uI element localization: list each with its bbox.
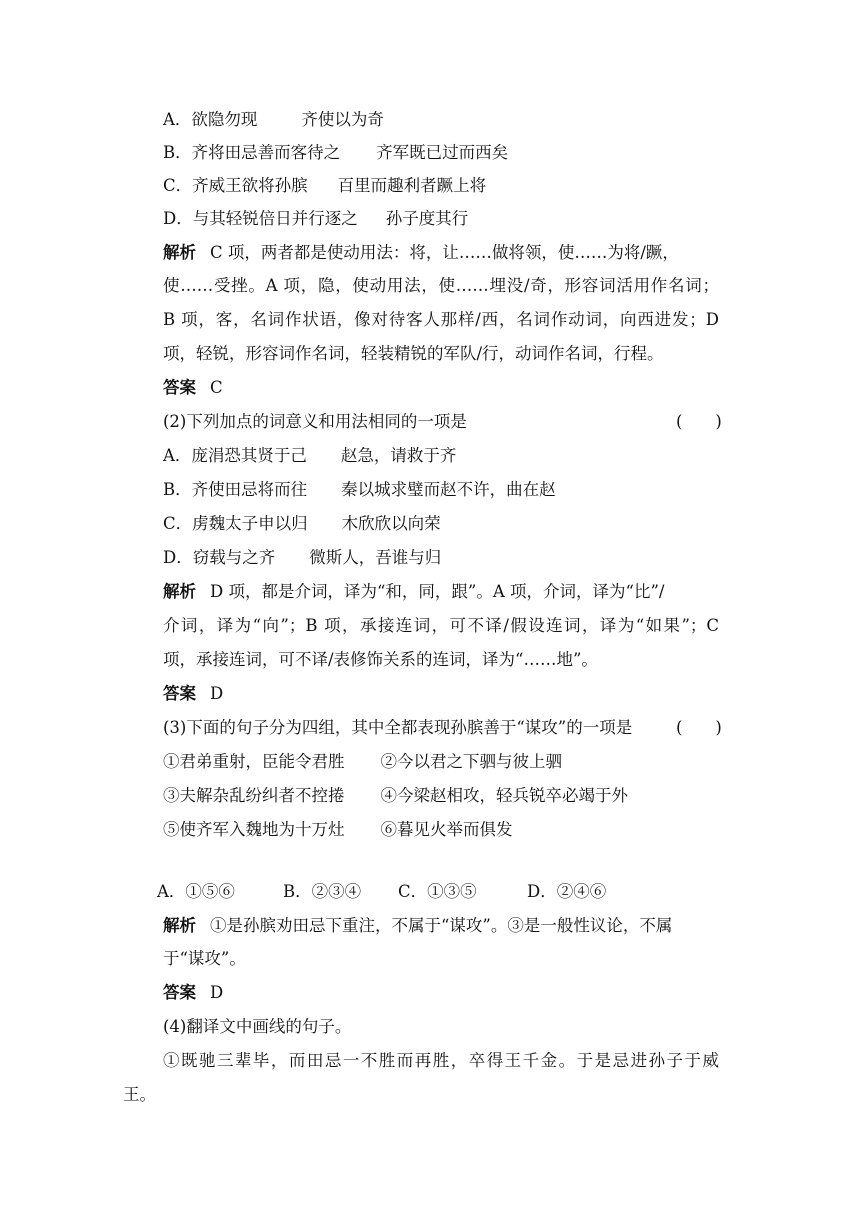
q3-choice-b: B．②③④: [283, 882, 362, 901]
q2-answer-label: 答案: [163, 684, 196, 703]
q3-analysis-line-1: [163, 912, 672, 936]
q3-choice-a: A．①⑤⑥: [157, 882, 235, 901]
q4-sentence-line-1: ①既驰三辈毕，而田忌一不胜而再胜，卒得王千金。于是忌进孙子于威: [163, 1051, 719, 1070]
q2-analysis-label: 解析: [163, 582, 196, 601]
q2-option-d-right: 微斯人，吾谁与归: [309, 548, 442, 567]
q2-option-b: [163, 476, 556, 500]
q2-option-a-right: 赵急，请救于齐: [340, 446, 457, 465]
q2-option-d-left: D．窃载与之齐: [163, 548, 276, 567]
q2-analysis-line-2: 介词，译为“向”；B 项，承接连词，可不译/假设连词，译为“如果”；C: [163, 616, 719, 635]
q1-analysis-line-1: [163, 239, 679, 263]
q3-item-row-1: [163, 748, 562, 772]
q2-analysis-line-3: 项，承接连词，可不译/表修饰关系的连词，译为“……地”。: [163, 650, 598, 669]
q1-option-b: [163, 139, 508, 163]
q1-option-b-right: 齐军既已过而西矣: [376, 143, 509, 162]
q3-answer-blank: ( ): [676, 718, 722, 737]
q1-option-c-right: 百里而趣利者蹶上将: [337, 176, 487, 195]
q2-option-c-left: C．虏魏太子申以归: [163, 514, 308, 533]
q3-item-row-2: [163, 782, 628, 806]
q3-item-6: ⑥暮见火举而俱发: [380, 820, 513, 839]
q1-analysis-line-2: 使……受挫。A 项，隐，使动用法，使……埋没/奇，形容词活用作名词；: [163, 276, 719, 295]
q3-analysis-line-2: 于“谋攻”。: [163, 949, 246, 968]
q2-option-a: [163, 442, 456, 466]
q3-item-2: ②今以君之下驷与彼上驷: [380, 752, 562, 771]
q2-question: (2)下列加点的词意义和用法相同的一项是: [163, 412, 467, 431]
q3-answer-value: D: [210, 983, 224, 1002]
q3-question: (3)下面的句子分为四组，其中全都表现孙膑善于“谋攻”的一项是: [163, 718, 633, 737]
q1-option-a-right: 齐使以为奇: [301, 110, 384, 129]
q4-sentence-line-2: 王。: [123, 1085, 156, 1104]
q2-option-c-right: 木欣欣以向荣: [341, 514, 441, 533]
q2-answer-blank: ( ): [676, 412, 722, 431]
q2-analysis-line-1: [163, 578, 664, 602]
q1-analysis-text-1: C 项，两者都是使动用法：将，让……做将领，使……为将/蹶，: [210, 243, 679, 262]
q1-analysis-line-3: B 项，客，名词作状语，像对待客人那样/西，名词作动词，向西进发；D: [163, 310, 719, 329]
q3-analysis-text-1: ①是孙膑劝田忌下重注，不属于“谋攻”。③是一般性议论，不属: [210, 916, 673, 935]
q1-option-b-left: B．齐将田忌善而客待之: [163, 143, 341, 162]
q1-analysis-line-4: 项，轻锐，形容词作名词，轻装精锐的军队/行，动词作名词，行程。: [163, 344, 664, 363]
q1-option-c-left: C．齐威王欲将孙膑: [163, 176, 308, 195]
q1-option-c: [163, 172, 486, 196]
q2-option-a-left: A．庞涓恐其贤于己: [163, 446, 307, 465]
q3-item-4: ④今梁赵相攻，轻兵锐卒必竭于外: [380, 786, 628, 805]
q2-answer-value: D: [210, 684, 224, 703]
q1-option-d: [163, 205, 468, 229]
q1-answer: [163, 374, 223, 398]
q2-analysis-text-1: D 项，都是介词，译为“和，同，跟”。A 项，介词，译为“比”/: [210, 582, 665, 601]
q1-answer-value: C: [210, 378, 223, 397]
q1-option-d-right: 孙子度其行: [385, 209, 469, 228]
q3-item-3: ③夫解杂乱纷纠者不控捲: [163, 786, 345, 805]
q3-item-1: ①君弟重射，臣能令君胜: [163, 752, 345, 771]
q3-choice-d: D．②④⑥: [527, 882, 607, 901]
q3-answer: [163, 979, 223, 1003]
q1-option-a-left: A．欲隐勿现: [163, 110, 258, 129]
q1-option-a: [163, 106, 384, 130]
q3-analysis-label: 解析: [163, 916, 196, 935]
q1-option-d-left: D．与其轻锐倍日并行逐之: [163, 209, 358, 228]
q2-option-b-left: B．齐使田忌将而往: [163, 480, 308, 499]
q3-answer-label: 答案: [163, 983, 196, 1002]
q2-answer: [163, 680, 223, 704]
q3-item-5: ⑤使齐军入魏地为十万灶: [163, 820, 345, 839]
q2-option-c: [163, 510, 441, 534]
q2-option-d: [163, 544, 441, 568]
q2-option-b-right: 秦以城求璧而赵不许，曲在赵: [341, 480, 556, 499]
q1-answer-label: 答案: [163, 378, 196, 397]
q4-question: (4)翻译文中画线的句子。: [163, 1017, 352, 1036]
q3-choice-c: C．①③⑤: [398, 882, 477, 901]
q3-item-row-3: [163, 816, 513, 840]
q1-analysis-label: 解析: [163, 243, 196, 262]
